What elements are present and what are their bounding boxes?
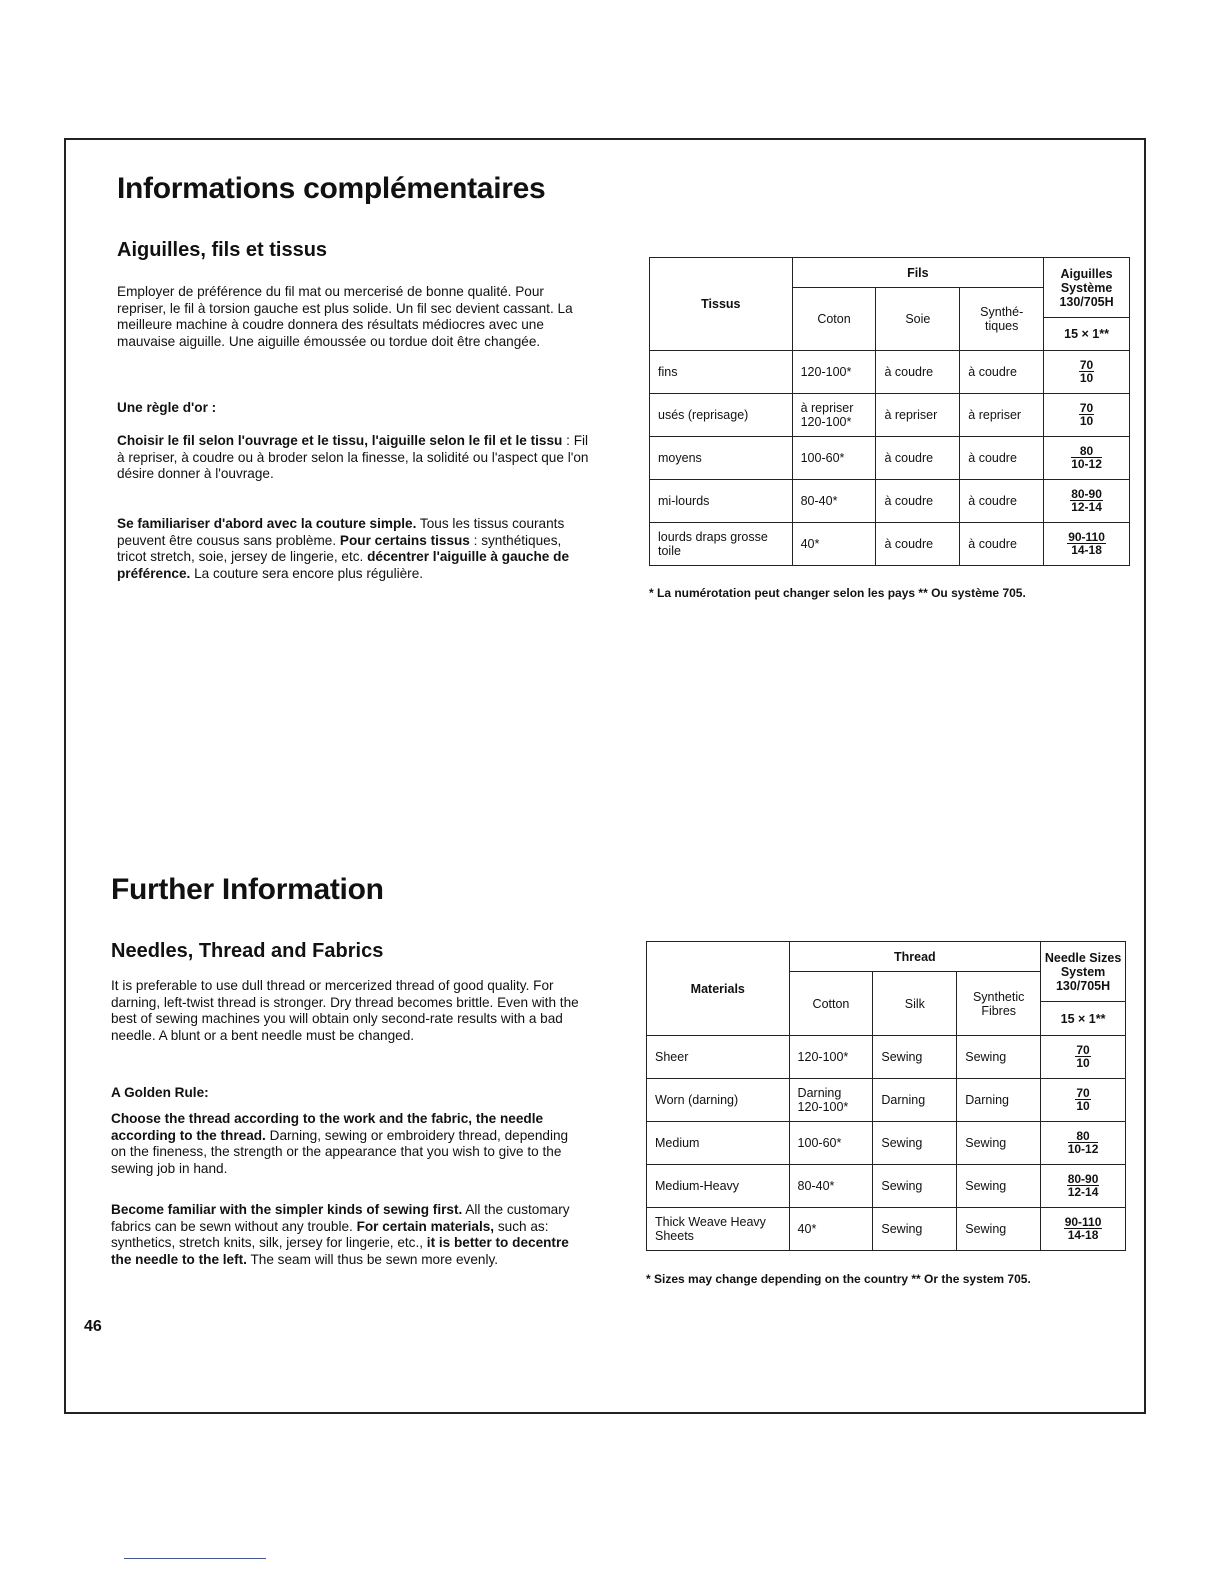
french-needle-subheader: 15 × 1** [1044, 318, 1130, 351]
french-rule-heading: Une règle d'or : [117, 400, 217, 415]
english-subtitle: Needles, Thread and Fabrics [111, 940, 384, 962]
french-tip-text-1: Tous les tissus courants peuvent être cousus sans problème. [117, 516, 565, 548]
row-material: Worn (darning) [647, 1079, 790, 1122]
row-silk: à coudre [876, 437, 960, 480]
needle-size-top: 70 [1076, 1043, 1090, 1057]
row-needle-size [1044, 437, 1130, 480]
needle-size-bottom: 14-18 [1071, 543, 1102, 557]
row-cotton: 40* [789, 1208, 873, 1251]
french-col-synthetic: Synthé-tiques [960, 288, 1044, 351]
needle-size-bottom: 12-14 [1067, 1185, 1099, 1199]
row-needle-size [1044, 480, 1130, 523]
page-number: 46 [84, 1318, 102, 1335]
table-row [650, 480, 1130, 523]
english-tip-bold-2: For certain materials, [356, 1218, 495, 1234]
row-synthetic: à coudre [960, 523, 1044, 566]
needle-size-bottom: 10 [1079, 371, 1094, 385]
row-needle-size [1041, 1079, 1126, 1122]
english-col-silk: Silk [873, 972, 957, 1036]
row-material: moyens [650, 437, 793, 480]
english-rule-text: Darning, sewing or embroidery thread, depending on the fineness, the strength or the appearance that you wish to give to the sewing job in hand. [111, 1127, 569, 1176]
needle-size-top: 70 [1076, 1086, 1090, 1100]
row-synthetic: Darning [957, 1079, 1041, 1122]
english-needle-thread-table [646, 941, 1126, 1251]
french-tips-paragraph [117, 516, 592, 582]
row-needle-size [1041, 1036, 1126, 1079]
french-tip-text-2: : synthétiques, tricot stretch, soie, jersey de lingerie, etc. [117, 532, 562, 565]
french-materials-header: Tissus [650, 258, 793, 351]
english-table-footnote: * Sizes may change depending on the country ** Or the system 705. [646, 1272, 1031, 1286]
needle-size-bottom: 10 [1079, 414, 1094, 428]
french-tip-text-3: La couture sera encore plus régulière. [190, 565, 424, 581]
row-needle-size [1044, 394, 1130, 437]
row-needle-size [1044, 523, 1130, 566]
needle-size-top: 80-90 [1071, 487, 1102, 501]
bottom-divider [124, 1558, 266, 1559]
english-intro-paragraph: It is preferable to use dull thread or mercerized thread of good quality. For darning, left-twist thread is stronger. Dry thread becomes brittle. Even with the best of sewing machines you will obtain only second-rate results with a bad needle. A blunt or a bent needle must be changed. [111, 978, 579, 1043]
english-tip-text-1: All the customary fabrics can be sewn without any trouble. [111, 1202, 570, 1234]
english-tip-text-3: The seam will thus be sewn more evenly. [246, 1251, 499, 1267]
row-cotton: 120-100* [789, 1036, 873, 1079]
needle-size-bottom: 10 [1076, 1099, 1090, 1113]
row-cotton: à repriser 120-100* [792, 394, 876, 437]
english-materials-header: Materials [647, 942, 790, 1036]
row-material: Medium-Heavy [647, 1165, 790, 1208]
row-silk: Darning [873, 1079, 957, 1122]
english-needle-header: Needle Sizes System 130/705H [1041, 942, 1126, 1002]
table-row [650, 394, 1130, 437]
row-silk: Sewing [873, 1208, 957, 1251]
french-needle-thread-table [649, 257, 1130, 566]
english-tip-bold-1: Become familiar with the simpler kinds of sewing first. [111, 1202, 463, 1217]
row-material: Medium [647, 1122, 790, 1165]
french-rule-text: : Fil à repriser, à coudre ou à broder selon la finesse, la solidité ou l'aspect que l'on désire donner à l'ouvrage. [117, 433, 589, 482]
row-cotton: 100-60* [789, 1122, 873, 1165]
row-synthetic: Sewing [957, 1208, 1041, 1251]
french-rule-bold: Choisir le fil selon l'ouvrage et le tissu, l'aiguille selon le fil et le tissu [117, 433, 563, 448]
row-silk: Sewing [873, 1165, 957, 1208]
row-synthetic: à coudre [960, 480, 1044, 523]
table-row [647, 1122, 1126, 1165]
french-table-footnote: * La numérotation peut changer selon les pays ** Ou système 705. [649, 586, 1026, 600]
french-col-cotton: Coton [792, 288, 876, 351]
row-cotton: 80-40* [789, 1165, 873, 1208]
row-synthetic: à coudre [960, 351, 1044, 394]
needle-size-bottom: 10-12 [1071, 457, 1102, 471]
row-silk: Sewing [873, 1036, 957, 1079]
row-material: fins [650, 351, 793, 394]
row-material: lourds draps grosse toile [650, 523, 793, 566]
table-row [650, 437, 1130, 480]
row-material: mi-lourds [650, 480, 793, 523]
french-thread-header: Fils [792, 258, 1044, 288]
english-tips-paragraph [111, 1202, 586, 1268]
needle-size-bottom: 12-14 [1071, 500, 1102, 514]
table-row [647, 1079, 1126, 1122]
row-needle-size [1044, 351, 1130, 394]
row-cotton: 100-60* [792, 437, 876, 480]
english-rule-bold: Choose the thread according to the work and the fabric, the needle according to the thread. [111, 1111, 544, 1143]
row-silk: à repriser [876, 394, 960, 437]
french-intro-paragraph: Employer de préférence du fil mat ou mercerisé de bonne qualité. Pour repriser, le fil à torsion gauche est plus solide. Un fil sec devient cassant. La meilleure machine à coudre donnera des résultats médiocres avec une mauvaise aiguille. Une aiguille émoussée ou tordue doit être changée. [117, 284, 573, 349]
english-tip-text-2: such as: synthetics, stretch knits, silk, jersey for lingerie, etc., [111, 1218, 549, 1251]
english-thread-header: Thread [789, 942, 1041, 972]
needle-size-bottom: 14-18 [1067, 1228, 1099, 1242]
needle-size-top: 90-110 [1068, 530, 1105, 544]
row-synthetic: à repriser [960, 394, 1044, 437]
row-silk: Sewing [873, 1122, 957, 1165]
needle-size-bottom: 10 [1076, 1056, 1090, 1070]
row-material: Sheer [647, 1036, 790, 1079]
row-cotton: 40* [792, 523, 876, 566]
table-row [650, 523, 1130, 566]
table-row [650, 351, 1130, 394]
english-needle-subheader: 15 × 1** [1041, 1002, 1126, 1036]
row-synthetic: Sewing [957, 1165, 1041, 1208]
row-synthetic: Sewing [957, 1036, 1041, 1079]
english-col-synthetic: Synthetic Fibres [957, 972, 1041, 1036]
english-tip-bold-3: it is better to decentre the needle to the left. [111, 1235, 569, 1267]
row-synthetic: Sewing [957, 1122, 1041, 1165]
row-needle-size [1041, 1208, 1126, 1251]
needle-size-top: 90-110 [1064, 1215, 1102, 1229]
french-tip-bold-3: décentrer l'aiguille à gauche de préférence. [117, 549, 569, 581]
french-rule-paragraph [117, 433, 592, 483]
needle-size-top: 80 [1071, 445, 1102, 458]
row-material: Thick Weave Heavy Sheets [647, 1208, 790, 1251]
row-silk: à coudre [876, 480, 960, 523]
french-title: Informations complémentaires [117, 172, 546, 205]
row-silk: à coudre [876, 523, 960, 566]
row-silk: à coudre [876, 351, 960, 394]
english-title: Further Information [111, 873, 384, 906]
needle-size-top: 70 [1079, 358, 1094, 372]
row-material: usés (reprisage) [650, 394, 793, 437]
needle-size-top: 70 [1079, 401, 1094, 415]
french-col-silk: Soie [876, 288, 960, 351]
needle-size-top: 80 [1068, 1130, 1099, 1143]
english-col-cotton: Cotton [789, 972, 873, 1036]
french-tip-bold-1: Se familiariser d'abord avec la couture simple. [117, 516, 417, 531]
french-tip-bold-2: Pour certains tissus [339, 532, 470, 548]
row-needle-size [1041, 1122, 1126, 1165]
english-rule-heading: A Golden Rule: [111, 1085, 209, 1100]
needle-size-bottom: 10-12 [1067, 1142, 1099, 1156]
row-cotton: 80-40* [792, 480, 876, 523]
table-row [647, 1165, 1126, 1208]
row-cotton: Darning 120-100* [789, 1079, 873, 1122]
row-cotton: 120-100* [792, 351, 876, 394]
needle-size-top: 80-90 [1067, 1172, 1099, 1186]
row-needle-size [1041, 1165, 1126, 1208]
french-needle-header: Aiguilles Système 130/705H [1044, 258, 1130, 318]
english-rule-paragraph [111, 1111, 586, 1177]
table-row [647, 1208, 1126, 1251]
row-synthetic: à coudre [960, 437, 1044, 480]
table-row [647, 1036, 1126, 1079]
french-subtitle: Aiguilles, fils et tissus [117, 239, 328, 261]
